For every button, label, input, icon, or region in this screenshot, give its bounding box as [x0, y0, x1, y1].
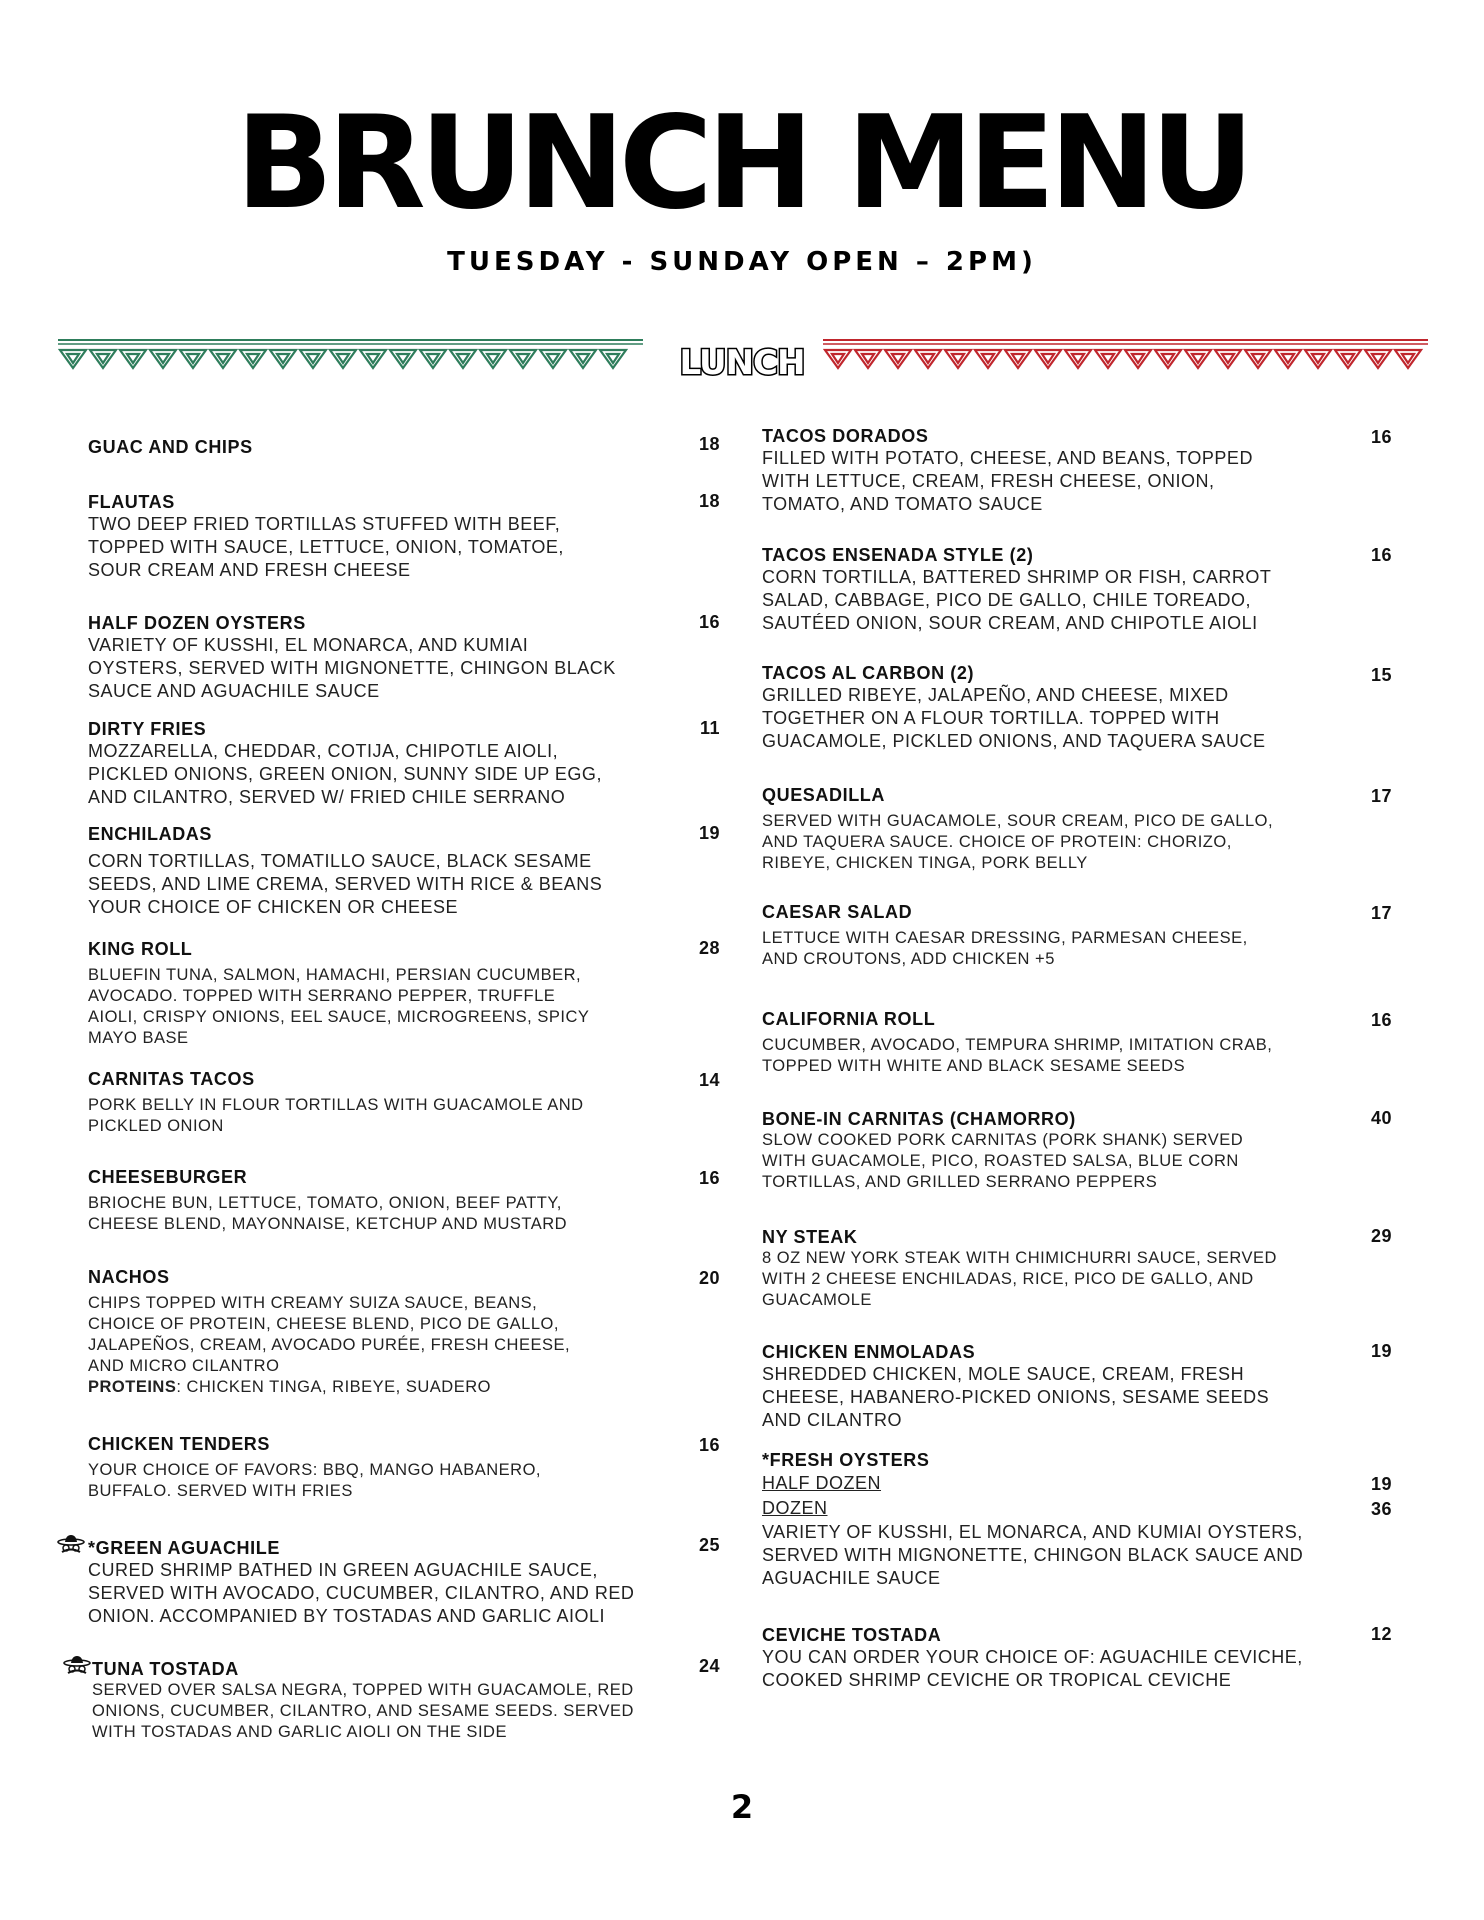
item-price: 16: [1370, 1010, 1392, 1030]
item-description: YOU CAN ORDER YOUR CHOICE OF: AGUACHILE CEVICHE, COOKED SHRIMP CEVICHE OR TROPICAL CEVICHE: [762, 1647, 1303, 1690]
menu-item: [88, 718, 718, 809]
triangle-ornament: [60, 350, 86, 368]
sombrero-mustache-icon: [62, 1655, 92, 1675]
item-price: 11: [699, 718, 720, 738]
item-price: 25: [698, 1535, 720, 1555]
triangle-ornament: [510, 350, 536, 368]
item-price: 40: [1370, 1108, 1392, 1128]
menu-item: [762, 784, 1402, 874]
item-description: SERVED WITH GUACAMOLE, SOUR CREAM, PICO DE GALLO, AND TAQUERA SAUCE. CHOICE OF PROTEIN: CHORIZO, RIBEYE, CHICKEN TINGA, PORK BELLY: [762, 812, 1274, 872]
triangle-ornament: [300, 350, 326, 368]
menu-item: [92, 1658, 722, 1743]
sombrero-mustache-icon: [56, 1534, 86, 1554]
page-number: 2: [730, 1788, 754, 1826]
item-name: FLAUTAS: [88, 492, 175, 512]
triangle-ornament: [180, 350, 206, 368]
item-name: KING ROLL: [88, 939, 193, 959]
triangle-ornament: [210, 350, 236, 368]
item-name: GUAC AND CHIPS: [88, 437, 253, 457]
item-description: TWO DEEP FRIED TORTILLAS STUFFED WITH BEEF, TOPPED WITH SAUCE, LETTUCE, ONION, TOMATOE, SOUR CREAM AND FRESH CHEESE: [88, 514, 564, 580]
triangle-ornament: [945, 350, 971, 368]
menu-item: [88, 938, 718, 1049]
triangle-ornament: [885, 350, 911, 368]
menu-item: [762, 901, 1402, 970]
item-proteins: [88, 1377, 718, 1398]
menu-item: [762, 1624, 1402, 1692]
item-price: 16: [698, 1435, 720, 1455]
item-price: 16: [698, 612, 720, 632]
item-price: 17: [1370, 786, 1392, 806]
half-dozen-price: 19: [1370, 1474, 1392, 1494]
item-description: SLOW COOKED PORK CARNITAS (PORK SHANK) SERVED WITH GUACAMOLE, PICO, ROASTED SALSA, BLUE CORN TORTILLAS, AND GRILLED SERRANO PEPPERS: [762, 1131, 1244, 1191]
menu-item: [88, 612, 718, 703]
item-price: 14: [698, 1070, 720, 1090]
triangle-ornament: [1305, 350, 1331, 368]
triangle-ornament: [240, 350, 266, 368]
item-name: TACOS ENSENADA STYLE (2): [762, 545, 1034, 565]
item-price: 17: [1370, 903, 1392, 923]
item-name: *FRESH OYSTERS: [762, 1450, 930, 1470]
menu-item: [88, 436, 718, 458]
item-description: MOZZARELLA, CHEDDAR, COTIJA, CHIPOTLE AIOLI, PICKLED ONIONS, GREEN ONION, SUNNY SIDE UP EGG, AND CILANTRO, SERVED W/ FRIED CHILE SERRANO: [88, 741, 602, 807]
menu-item: [762, 1449, 1402, 1590]
item-name: *GREEN AGUACHILE: [88, 1538, 280, 1558]
menu-item: [88, 1433, 718, 1502]
item-description: CORN TORTILLAS, TOMATILLO SAUCE, BLACK SESAME SEEDS, AND LIME CREMA, SERVED WITH RICE & BEANS YOUR CHOICE OF CHICKEN OR CHEESE: [88, 851, 603, 917]
section-label-text: LUNCH: [679, 343, 805, 383]
triangle-ornament: [825, 350, 851, 368]
triangle-ornament: [420, 350, 446, 368]
triangle-ornament: [330, 350, 356, 368]
triangle-ornament: [1275, 350, 1301, 368]
triangle-ornament: [1095, 350, 1121, 368]
triangle-ornament: [480, 350, 506, 368]
item-price: 18: [698, 491, 720, 511]
item-description: 8 OZ NEW YORK STEAK WITH CHIMICHURRI SAUCE, SERVED WITH 2 CHEESE ENCHILADAS, RICE, PICO DE GALLO, AND GUACAMOLE: [762, 1249, 1277, 1309]
item-name: NACHOS: [88, 1267, 170, 1287]
item-name: BONE-IN CARNITAS (CHAMORRO): [762, 1109, 1076, 1129]
item-price: 28: [698, 938, 720, 958]
item-description: CUCUMBER, AVOCADO, TEMPURA SHRIMP, IMITATION CRAB, TOPPED WITH WHITE AND BLACK SESAME SEEDS: [762, 1036, 1273, 1075]
menu-item: [88, 1266, 718, 1398]
triangle-ornament: [120, 350, 146, 368]
item-name: CAESAR SALAD: [762, 902, 913, 922]
item-price: 19: [1370, 1341, 1392, 1361]
triangle-ornament: [150, 350, 176, 368]
item-price: 12: [1370, 1624, 1392, 1644]
triangle-ornament: [1365, 350, 1391, 368]
item-price: 29: [1370, 1226, 1392, 1246]
item-price: 16: [1370, 427, 1392, 447]
triangle-ornament: [1155, 350, 1181, 368]
menu-hours: TUESDAY - SUNDAY OPEN – 2PM): [447, 247, 1037, 277]
item-name: CHICKEN ENMOLADAS: [762, 1342, 976, 1362]
item-name: NY STEAK: [762, 1227, 858, 1247]
menu-item: [88, 1166, 718, 1235]
menu-item: [88, 823, 718, 919]
triangle-ornament: [390, 350, 416, 368]
triangle-ornament: [90, 350, 116, 368]
item-name: CHICKEN TENDERS: [88, 1434, 271, 1454]
item-description: VARIETY OF KUSSHI, EL MONARCA, AND KUMIAI OYSTERS, SERVED WITH MIGNONETTE, CHINGON BLACK SAUCE AND AGUACHILE SAUCE: [762, 1522, 1304, 1588]
triangle-ornament: [1215, 350, 1241, 368]
item-name: QUESADILLA: [762, 785, 885, 805]
triangle-ornament: [600, 350, 626, 368]
item-description: LETTUCE WITH CAESAR DRESSING, PARMESAN CHEESE, AND CROUTONS, ADD CHICKEN +5: [762, 929, 1248, 968]
item-price: 24: [698, 1656, 720, 1676]
triangle-ornament: [360, 350, 386, 368]
triangle-ornament: [855, 350, 881, 368]
item-name: TACOS AL CARBON (2): [762, 663, 975, 683]
item-description: SHREDDED CHICKEN, MOLE SAUCE, CREAM, FRESH CHEESE, HABANERO-PICKED ONIONS, SESAME SEEDS AND CILANTRO: [762, 1364, 1270, 1430]
menu-title: BRUNCH MENU: [235, 89, 1249, 238]
triangle-ornament: [570, 350, 596, 368]
triangle-ornament: [1035, 350, 1061, 368]
menu-item: [762, 544, 1402, 635]
triangle-ornament: [1395, 350, 1421, 368]
item-description: BRIOCHE BUN, LETTUCE, TOMATO, ONION, BEEF PATTY, CHEESE BLEND, MAYONNAISE, KETCHUP AND MUSTARD: [88, 1194, 568, 1233]
triangle-ornament: [975, 350, 1001, 368]
item-name: CARNITAS TACOS: [88, 1069, 255, 1089]
triangle-ornament: [450, 350, 476, 368]
item-description: VARIETY OF KUSSHI, EL MONARCA, AND KUMIAI OYSTERS, SERVED WITH MIGNONETTE, CHINGON BLACK SAUCE AND AGUACHILE SAUCE: [88, 635, 616, 701]
item-price: 18: [698, 434, 720, 454]
menu-item: [762, 1226, 1402, 1311]
item-price: 19: [698, 823, 720, 843]
menu-item: [88, 1537, 718, 1628]
menu-item: [762, 425, 1402, 516]
dozen-price: 36: [1370, 1499, 1392, 1519]
item-name: TACOS DORADOS: [762, 426, 929, 446]
menu-item: [762, 662, 1402, 753]
triangle-ornament: [1335, 350, 1361, 368]
item-description: SERVED OVER SALSA NEGRA, TOPPED WITH GUACAMOLE, RED ONIONS, CUCUMBER, CILANTRO, AND SESAME SEEDS. SERVED WITH TOSTADAS AND GARLIC AIOLI ON THE SIDE: [92, 1681, 634, 1741]
item-price: 15: [1370, 665, 1392, 685]
proteins-label: PROTEINS: [88, 1378, 177, 1396]
item-name: CALIFORNIA ROLL: [762, 1009, 936, 1029]
triangle-ornament: [1185, 350, 1211, 368]
menu-item: [88, 491, 718, 582]
green-triangle-border: [58, 338, 643, 386]
half-dozen-option: HALF DOZEN: [762, 1473, 882, 1493]
triangle-ornament: [270, 350, 296, 368]
triangle-ornament: [540, 350, 566, 368]
proteins-list: : CHICKEN TINGA, RIBEYE, SUADERO: [176, 1378, 491, 1396]
item-name: ENCHILADAS: [88, 824, 213, 844]
item-price: 20: [698, 1268, 720, 1288]
dozen-option: DOZEN: [762, 1498, 828, 1518]
triangle-ornament: [1065, 350, 1091, 368]
item-description: YOUR CHOICE OF FAVORS: BBQ, MANGO HABANERO, BUFFALO. SERVED WITH FRIES: [88, 1461, 542, 1500]
triangle-ornament: [915, 350, 941, 368]
item-description: CHIPS TOPPED WITH CREAMY SUIZA SAUCE, BEANS, CHOICE OF PROTEIN, CHEESE BLEND, PICO DE GALLO, JALAPEÑOS, CREAM, AVOCADO PURÉE, FRESH CHEESE, AND MICRO CILANTRO: [88, 1294, 571, 1375]
item-description: FILLED WITH POTATO, CHEESE, AND BEANS, TOPPED WITH LETTUCE, CREAM, FRESH CHEESE, ONION, TOMATO, AND TOMATO SAUCE: [762, 448, 1253, 514]
menu-item: [762, 1008, 1402, 1077]
triangle-ornament: [1125, 350, 1151, 368]
item-description: PORK BELLY IN FLOUR TORTILLAS WITH GUACAMOLE AND PICKLED ONION: [88, 1096, 584, 1135]
red-triangle-border: [823, 338, 1428, 386]
item-description: GRILLED RIBEYE, JALAPEÑO, AND CHEESE, MIXED TOGETHER ON A FLOUR TORTILLA. TOPPED WITH GUACAMOLE, PICKLED ONIONS, AND TAQUERA SAUCE: [762, 685, 1266, 751]
triangle-ornament: [1245, 350, 1271, 368]
section-label-lunch: [672, 341, 812, 385]
item-description: BLUEFIN TUNA, SALMON, HAMACHI, PERSIAN CUCUMBER, AVOCADO. TOPPED WITH SERRANO PEPPER, TRUFFLE AIOLI, CRISPY ONIONS, EEL SAUCE, MICROGREENS, SPICY MAYO BASE: [88, 966, 590, 1047]
item-name: HALF DOZEN OYSTERS: [88, 613, 306, 633]
item-description: CURED SHRIMP BATHED IN GREEN AGUACHILE SAUCE, SERVED WITH AVOCADO, CUCUMBER, CILANTRO, AND RED ONION. ACCOMPANIED BY TOSTADAS AND GARLIC AIOLI: [88, 1560, 635, 1626]
item-name: CEVICHE TOSTADA: [762, 1625, 942, 1645]
item-name: CHEESEBURGER: [88, 1167, 248, 1187]
item-name: TUNA TOSTADA: [92, 1659, 239, 1679]
item-description: CORN TORTILLA, BATTERED SHRIMP OR FISH, CARROT SALAD, CABBAGE, PICO DE GALLO, CHILE TOREADO, SAUTÉED ONION, SOUR CREAM, AND CHIPOTLE AIOLI: [762, 567, 1272, 633]
menu-item: [88, 1068, 718, 1137]
item-price: 16: [1370, 545, 1392, 565]
triangle-ornament: [1005, 350, 1031, 368]
item-name: DIRTY FRIES: [88, 719, 207, 739]
menu-item: [762, 1341, 1402, 1432]
menu-item: [762, 1108, 1402, 1193]
item-price: 16: [698, 1168, 720, 1188]
